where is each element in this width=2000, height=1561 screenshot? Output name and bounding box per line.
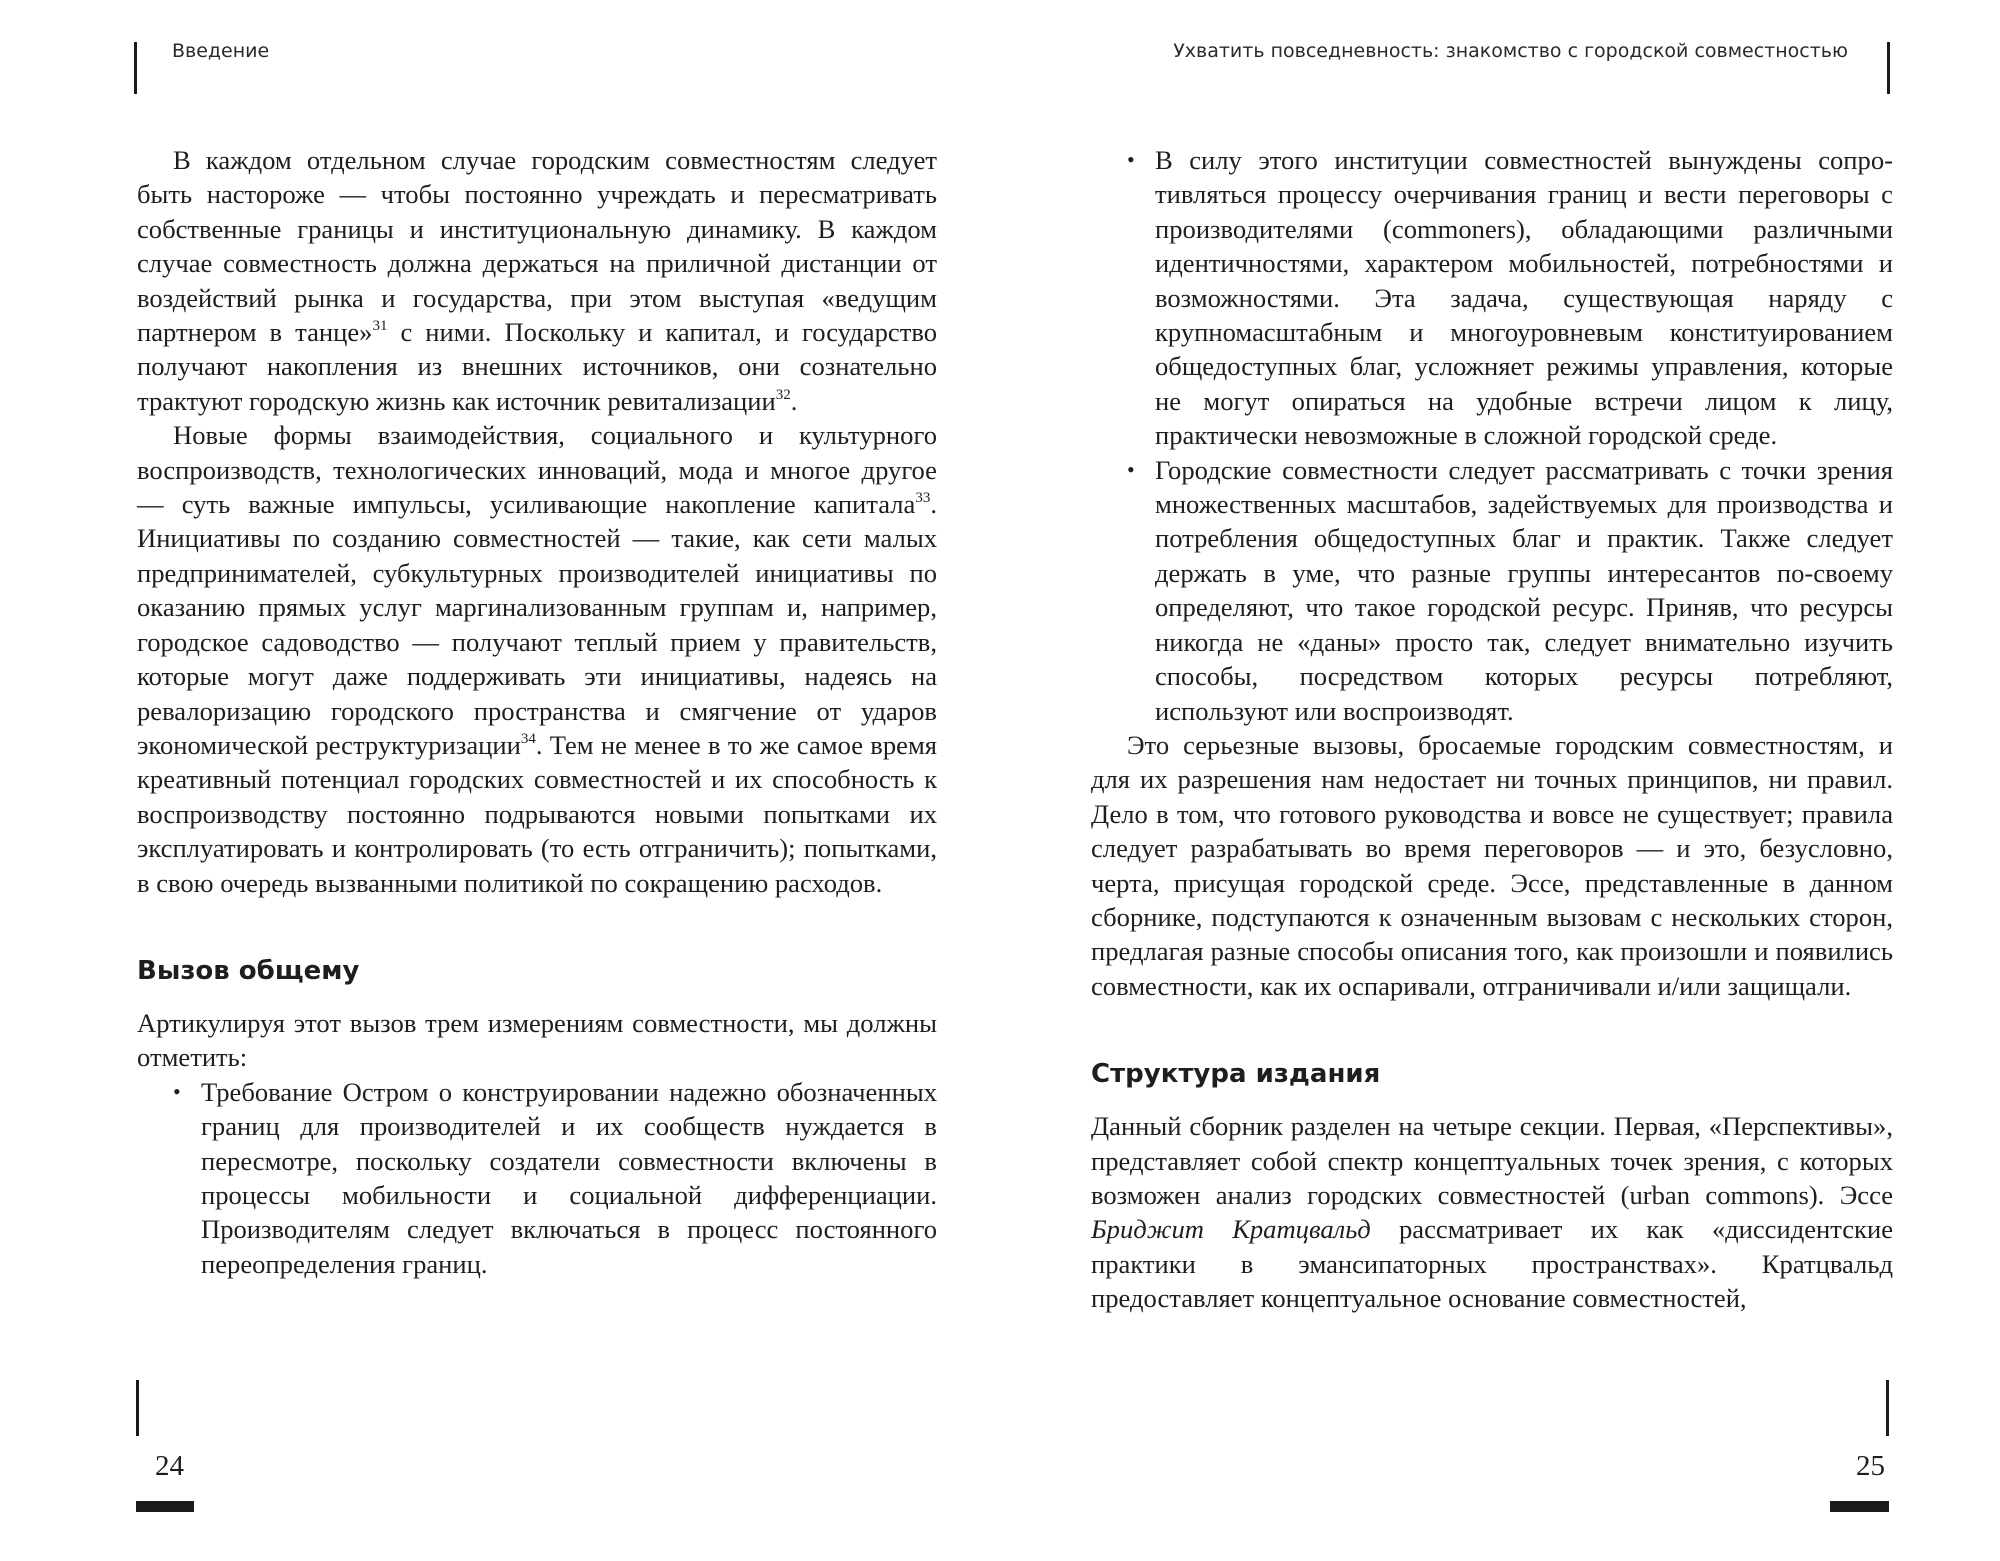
section-heading: Вызов общему xyxy=(137,955,360,986)
paragraph-1: Это серьезные вызовы, бросаемые городским совместностям, и для их разрешения нам недостает ни точных принципов, ни правил. Дело в том, что готового руководства и вовсе не существует; правила следует разрабатывать во время переговоров — и это, безусловно, черта, присущая городской среде. Эссе, представленные в данном сборнике, подступаются к означенным вызовам с нескольких сторон, предлагая разные способы описания того, как произошли и появились совместности, как их оспаривали, отграничивали и/или защищали. xyxy=(1091,729,1893,1001)
paragraph-1: В каждом отдельном случае городским совместностям следует быть настороже — чтобы постоянно учреждать и пересматривать собственные границы и институциональную динамику. В каждом случае совместность должна держаться на приличной дистанции от воздействий рынка и государства, при этом выступая «ведущим партнером в танце»$^{31}$ с ними. Поскольку и капитал, и государство получают накопления из внешних источников, они сознательно трактуют городскую жизнь как источник ревитализации$^{32}$. xyxy=(137,145,938,416)
running-head-right: Ухватить повседневность: знакомство с городской совместностью xyxy=(1173,40,1848,62)
bullet-list xyxy=(137,1075,937,1281)
section-heading: Структура издания xyxy=(1091,1059,1381,1090)
header-rule-right xyxy=(1887,42,1890,94)
list-item: • Требование Остром о конструировании надежно обозначенных границ для производителей и их сообществ нуждается в пересмотре, поскольку создатели совместности включены в процессы мобильности и социальной дифференциации. Производителям следует включаться в процесс постоянного переопределения границ. xyxy=(173,1076,937,1279)
bullet-icon: • xyxy=(1127,456,1135,482)
footnote-ref: 31 xyxy=(372,318,388,335)
footnote-ref: 34 xyxy=(520,730,536,747)
footer-rule-right xyxy=(1886,1380,1889,1436)
bullet-icon: • xyxy=(173,1078,181,1104)
footnote-ref: 33 xyxy=(915,490,931,507)
list-item: • В силу этого институции совместностей вынуждены сопротивляться процессу очерчивания границ и вести переговоры с производителями (commoners), обладающими различными идентичностями, характером мобильностей, потребностями и возможностями. Эта задача, существующая наряду с крупномасштабным и многоуровневым конституированием общедоступных благ, усложняет режимы управления, которые не могут опираться на удобные встречи лицом к лицу, практически невозможные в сложной городской среде. xyxy=(1127,145,1893,451)
header-rule-left xyxy=(134,42,137,94)
page-number-right: 25 xyxy=(1856,1450,1885,1482)
author-name: Бриджит Кратцвальд xyxy=(1091,1214,1371,1245)
left-text-block xyxy=(137,143,937,1281)
page-number-left: 24 xyxy=(155,1450,184,1482)
intro-paragraph: Артикулируя этот вызов трем измерениям совместности, мы должны отметить: xyxy=(137,1007,937,1073)
right-text-block xyxy=(1091,143,1893,1316)
list-item: • Городские совместности следует рассматривать с точки зрения множественных масштабов, задействуемых для производства и потребления общедоступных благ и практик. Также следует держать в уме, что разные группы интересантов по-своему определяют, что такое городской ресурс. Приняв, что ресурсы никогда не «даны» просто так, следует внимательно изучить способы, посредством которых ресурсы потребляют, используют или воспроизводят. xyxy=(1127,454,1893,726)
bullet-icon: • xyxy=(1127,147,1135,172)
footer-bar-left xyxy=(136,1501,194,1512)
bullet-list xyxy=(1091,143,1893,728)
right-page xyxy=(1000,0,2000,1561)
paragraph-2: Новые формы взаимодействия, социального и культурного воспроизводств, технологических инноваций, мода и многое другое — суть важные импульсы, усиливающие накопление капитала$^{33}$. Инициативы по созданию совместностей — такие, как сети малых предпринимателей, субкультурных производителей инициативы по оказанию прямых услуг маргинализованным группам и, например, городское садоводство — получают теплый прием у правительств, которые могут даже поддерживать эти инициативы, надеясь на ревалоризацию городского пространства и смягчение от ударов экономической реструктуризации$^{34}$. Тем не менее в то же самое время креативный потенциал городских совместностей и их способность к воспроизводству постоянно подрываются новыми попытками их эксплуатировать и контролировать (то есть отграничить); попытками, в свою очередь вызванными политикой по сокращению расходов. xyxy=(137,420,938,898)
footer-rule-left xyxy=(136,1380,139,1436)
running-head-left: Введение xyxy=(172,40,270,62)
paragraph-2: Данный сборник разделен на четыре секции. Первая, «Перспективы», представляет собой спектр концептуальных точек зрения, с которых возможен анализ городских совместностей (urban commons). Эссе Бриджит Кратцвальд рассматривает их как «диссидентские практики в эмансипаторных пространствах». Кратцвальд предоставляет концептуальное основание совместностей, xyxy=(1091,1111,1893,1314)
footnote-ref: 32 xyxy=(775,386,791,403)
footer-bar-right xyxy=(1830,1501,1889,1512)
